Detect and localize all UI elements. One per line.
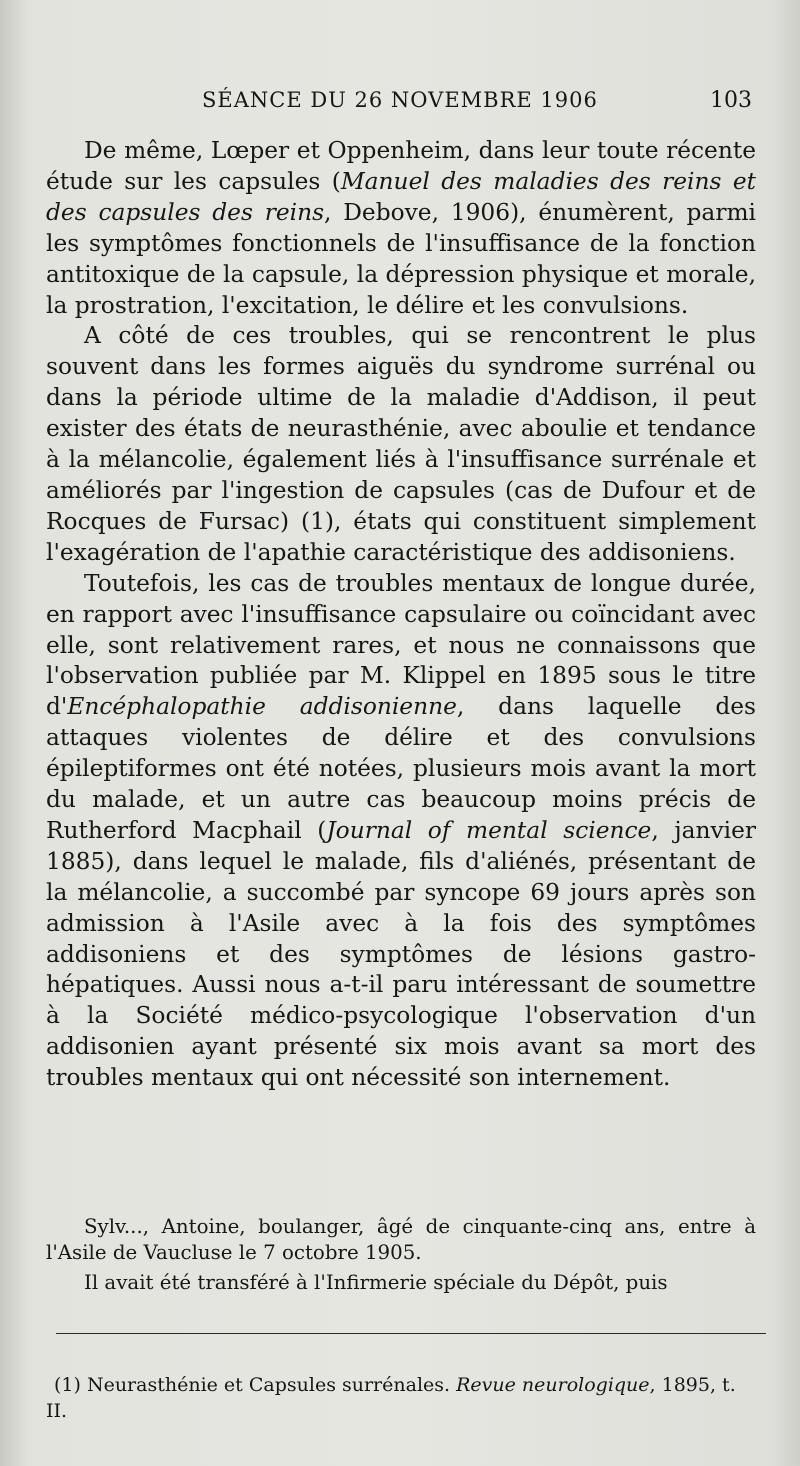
footnote bbox=[46, 1372, 756, 1424]
book-title-manuel: Manuel des maladies des reins et des capsules des reins bbox=[46, 167, 756, 226]
paragraph-3 bbox=[46, 569, 756, 1094]
footnote-divider bbox=[56, 1333, 766, 1334]
paragraph-5: Il avait été transféré à l'Infirmerie spéciale du Dépôt, puis bbox=[84, 1271, 668, 1294]
footnote-journal: Revue neurologique bbox=[456, 1374, 650, 1396]
main-text bbox=[46, 136, 756, 1094]
paragraph-1-text-a: De même, Lœper et Oppenheim, dans leur toute récente étude sur les capsules ( bbox=[46, 137, 756, 195]
page-number: 103 bbox=[710, 88, 752, 113]
case-text bbox=[46, 1214, 756, 1301]
footnote-text-a: (1) Neurasthénie et Capsules surrénales. bbox=[54, 1374, 457, 1396]
paragraph-1 bbox=[46, 136, 756, 321]
paragraph-3-text-e: , janvier 1885), dans lequel le malade, fils d'aliénés, présentant de la mélancolie, a succombé par syncope 69 jours après son admission à l'Asile avec à la fois des symptômes addisoniens et des symptômes de lésions gastro-hépatiques. Aussi nous a-t-il paru intéressant de soumettre à la Société médico-psycologique l'observation d'un addisonien ayant présenté six mois avant sa mort des troubles mentaux qui ont nécessité son internement. bbox=[46, 816, 756, 1092]
title-encephalopathie: Encéphalopathie addisonienne bbox=[67, 693, 457, 721]
journal-title: Journal of mental science bbox=[326, 816, 652, 844]
paragraph-4: Sylv..., Antoine, boulanger, âgé de cinquante-cinq ans, entre à l'Asile de Vaucluse le 7 octobre 1905. bbox=[46, 1215, 756, 1264]
paragraph-3-text-a: Toutefois, les cas de troubles mentaux de longue durée, en rapport avec l'insuffisance capsulaire ou coïncidant avec elle, sont relativement rares, et nous ne connaissons que l'observation publiée par M. Klippel en 1895 sous le titre d' bbox=[46, 569, 756, 721]
paragraph-3-text-c: , dans laquelle des attaques violentes de délire et des convulsions épileptiformes ont été notées, plusieurs mois avant la mort du malade, et un autre cas beaucoup moins précis de Rutherford Macphail ( bbox=[46, 693, 756, 844]
paragraph-1-text-c: , Debove, 1906), énumèrent, parmi les symptômes fonctionnels de l'insuffisance de la fonction antitoxique de la capsule, la dépression physique et morale, la prostration, l'excitation, le délire et les convulsions. bbox=[46, 198, 756, 319]
paragraph-2: A côté de ces troubles, qui se rencontrent le plus souvent dans les formes aiguës du syndrome surrénal ou dans la période ultime de la maladie d'Addison, il peut exister des états de neurasthénie, avec aboulie et tendance à la mélancolie, également liés à l'insuffisance surrénale et améliorés par l'ingestion de capsules (cas de Dufour et de Rocques de Fursac) (1), états qui constituent simplement l'exagération de l'apathie caractéristique des addisoniens. bbox=[46, 322, 756, 566]
page-header bbox=[52, 88, 752, 124]
footnote-1 bbox=[46, 1372, 756, 1424]
footnote-text-c: , 1895, t. II. bbox=[46, 1374, 736, 1422]
running-head: SÉANCE DU 26 NOVEMBRE 1906 bbox=[202, 88, 598, 112]
